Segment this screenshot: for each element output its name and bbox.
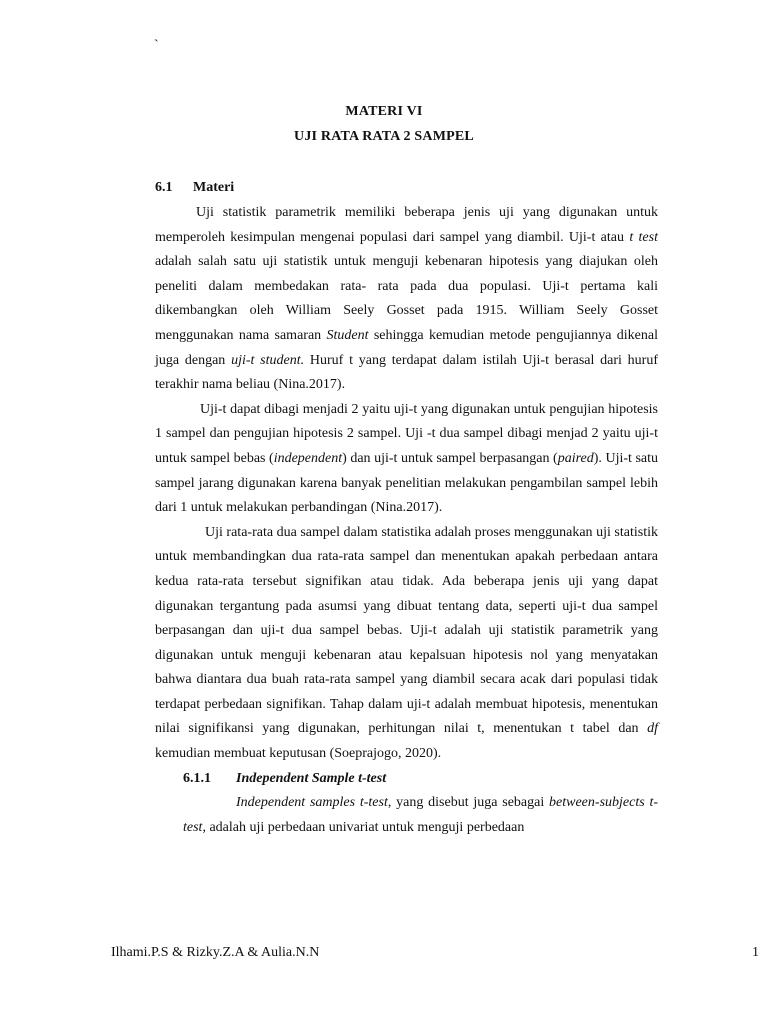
italic-term: between-subjects t-test [183, 795, 659, 835]
text-run: adalah salah satu uji statistik untuk menguji kebenaran hipotesis yang diajukan oleh peneliti dalam membedakan rata- rata pada dua populasi. Uji-t pertama kali dikembangkan oleh William Seely Gosset pada 1915. William Seely Gosset menggunakan nama samaran [155, 254, 658, 343]
italic-term: Independent samples t-test [236, 795, 388, 811]
body-text [155, 201, 658, 840]
text-run: , yang disebut juga sebagai [387, 795, 550, 811]
chapter-title: MATERI VI [345, 104, 423, 119]
text-run: Uji statistik parametrik memiliki beberapa jenis uji yang digunakan untuk memperoleh kesimpulan mengenai populasi dari sampel yang diambil. Uji-t atau [155, 205, 658, 245]
text-run: Uji rata-rata dua sampel dalam statistika adalah proses menggunakan uji statistik untuk membandingkan dua rata-rata sampel dan menentukan apakah perbedaan antara kedua rata-rata tersebut signifikan atau tidak. Ada beberapa jenis uji yang dapat digunakan tergantung pada asumsi yang dibuat tentang data, seperti uji-t dua sampel berpasangan dan uji-t dua sampel bebas. Uji-t adalah uji statistik parametrik yang digunakan untuk menguji kebenaran atau kepalsuan hipotesis nol yang menyatakan bahwa diantara dua buah rata-rata sampel yang diambil secara acak dari populasi tidak terdapat perbedaan signifikan. Tahap dalam uji-t adalah membuat hipotesis, menentukan nilai signifikansi yang digunakan, perhitungan nilai t, menentukan t tabel dan [155, 524, 658, 737]
section-number: 6.1 [155, 180, 173, 195]
footer-authors: Ilhami.P.S & Rizky.Z.A & Aulia.N.N [111, 945, 320, 960]
subsection-title: Independent Sample t-test [236, 770, 387, 786]
subsection-number: 6.1.1 [183, 770, 211, 786]
italic-term: paired [557, 450, 594, 466]
text-run: ). Uji-t satu sampel jarang digunakan karena banyak penelitian melakukan pengambilan sampel lebih dari 1 untuk melakukan perbandingan (Nina.2017). [155, 450, 658, 516]
paragraph-4 [155, 791, 658, 840]
chapter-subtitle: UJI RATA RATA 2 SAMPEL [294, 129, 474, 144]
italic-term: Student [326, 327, 369, 343]
subsection-heading [155, 767, 658, 792]
text-run: Uji-t dapat dibagi menjadi 2 yaitu uji-t yang digunakan untuk pengujian hipotesis 1 sampel dan pengujian hipotesis 2 sampel. Uji -t dua sampel dibagi menjad 2 yaitu uji-t untuk sampel bebas ( [155, 401, 658, 466]
page-footer [111, 945, 759, 961]
paragraph-1 [155, 201, 658, 398]
section-heading [155, 180, 234, 196]
text-run: ) dan uji-t untuk sampel berpasangan ( [342, 450, 558, 466]
page-number: 1 [752, 945, 759, 960]
text-run: , adalah uji perbedaan univariat untuk menguji perbedaan [202, 819, 525, 835]
text-run: sehingga kemudian metode pengujiannya dikenal juga dengan [155, 327, 658, 368]
stray-mark: ` [154, 38, 159, 53]
italic-term: t test [629, 229, 658, 245]
section-title: Materi [193, 180, 235, 195]
text-run: kemudian membuat keputusan (Soeprajogo, 2020). [155, 746, 442, 762]
italic-term: uji-t student. [231, 352, 305, 368]
italic-term: independent [273, 450, 343, 466]
paragraph-2 [155, 398, 658, 521]
paragraph-3 [155, 521, 658, 767]
text-run: Huruf t yang terdapat dalam istilah Uji-t berasal dari huruf terakhir nama beliau (Nina.2017). [155, 352, 658, 393]
italic-term: df [647, 721, 658, 737]
